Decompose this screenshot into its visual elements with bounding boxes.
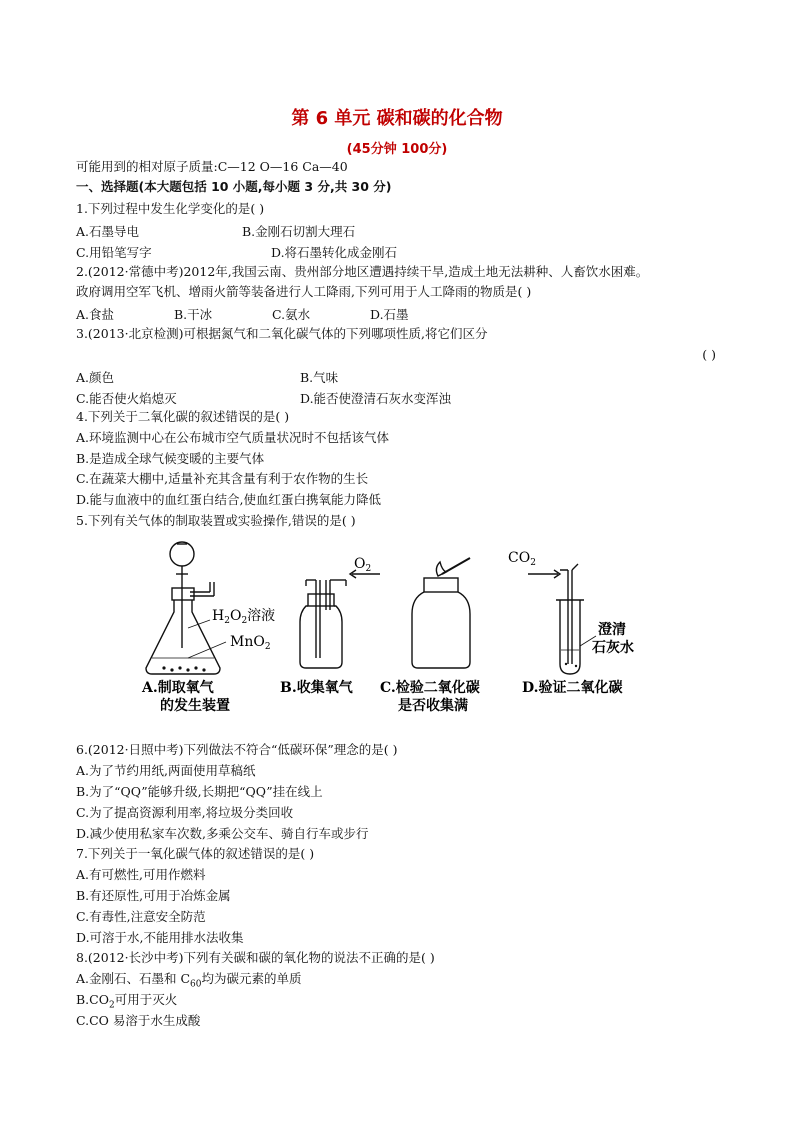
caption-b: B.收集氧气 bbox=[280, 680, 353, 696]
lab-apparatus-figure bbox=[130, 540, 670, 720]
q1-option-a: A.石墨导电 bbox=[76, 224, 140, 239]
question-5-stem: 5.下列有关气体的制取装置或实验操作,错误的是( ) bbox=[76, 513, 356, 528]
q2-option-c: C.氨水 bbox=[272, 307, 311, 322]
caption-c-line1: C.检验二氧化碳 bbox=[380, 680, 480, 696]
atomic-mass-note: 可能用到的相对原子质量:C—12 O—16 Ca—40 bbox=[76, 159, 348, 174]
q3-option-a: A.颜色 bbox=[76, 370, 115, 385]
q4-option-d: D.能与血液中的血红蛋白结合,使血红蛋白携氧能力降低 bbox=[76, 492, 382, 507]
question-8-stem: 8.(2012·长沙中考)下列有关碳和碳的氧化物的说法不正确的是( ) bbox=[76, 950, 435, 965]
limewater-label-line1: 澄清 bbox=[598, 622, 626, 638]
q7-option-c: C.有毒性,注意安全防范 bbox=[76, 909, 206, 924]
question-3-stem: 3.(2013·北京检测)可根据氮气和二氧化碳气体的下列哪项性质,将它们区分 bbox=[76, 326, 488, 341]
q8-option-a: A.金刚石、石墨和 $C_{60}$均为碳元素的单质 bbox=[76, 971, 302, 990]
q4-option-a: A.环境监测中心在公布城市空气质量状况时不包括该气体 bbox=[76, 430, 390, 445]
co2-label: $CO_2$ bbox=[508, 550, 536, 568]
q4-option-c: C.在蔬菜大棚中,适量补充其含量有利于农作物的生长 bbox=[76, 471, 369, 486]
q2-option-d: D.石墨 bbox=[370, 307, 409, 322]
limewater-label-line2: 石灰水 bbox=[592, 640, 634, 656]
q2-option-a: A.食盐 bbox=[76, 307, 115, 322]
question-2-stem-line1: 2.(2012·常德中考)2012年,我国云南、贵州部分地区遭遇持续干旱,造成土地无法耕种、人畜饮水困难。 bbox=[76, 264, 649, 279]
q8-option-c: C.CO 易溶于水生成酸 bbox=[76, 1013, 201, 1028]
q6-option-a: A.为了节约用纸,两面使用草稿纸 bbox=[76, 763, 256, 778]
q4-option-b: B.是造成全球气候变暖的主要气体 bbox=[76, 451, 265, 466]
q7-option-b: B.有还原性,可用于冶炼金属 bbox=[76, 888, 231, 903]
page-subtitle: (45分钟 100分) bbox=[346, 142, 448, 157]
q1-option-b: B.金刚石切割大理石 bbox=[242, 224, 356, 239]
question-2-stem-line2: 政府调用空军飞机、增雨火箭等装备进行人工降雨,下列可用于人工降雨的物质是( ) bbox=[76, 284, 532, 299]
q6-option-c: C.为了提高资源利用率,将垃圾分类回收 bbox=[76, 805, 294, 820]
page-title: 第 6 单元 碳和碳的化合物 bbox=[291, 108, 503, 129]
section-heading: 一、选择题(本大题包括 10 小题,每小题 3 分,共 30 分) bbox=[76, 179, 392, 194]
q3-option-c: C.能否使火焰熄灭 bbox=[76, 391, 177, 406]
caption-a-line2: 的发生装置 bbox=[160, 698, 230, 714]
o2-label: $O_2$ bbox=[354, 556, 372, 574]
caption-a-line1: A.制取氧气 bbox=[142, 680, 214, 696]
question-4-stem: 4.下列关于二氧化碳的叙述错误的是( ) bbox=[76, 409, 290, 424]
q8-option-b: $B.CO_2$可用于灭火 bbox=[76, 992, 178, 1011]
question-3-answer-paren: ( ) bbox=[702, 347, 716, 362]
q1-option-c: C.用铅笔写字 bbox=[76, 245, 152, 260]
q6-option-d: D.减少使用私家车次数,多乘公交车、骑自行车或步行 bbox=[76, 826, 369, 841]
q2-option-b: B.干冰 bbox=[174, 307, 213, 322]
q3-option-b: B.气味 bbox=[300, 370, 339, 385]
caption-c-line2: 是否收集满 bbox=[398, 698, 468, 714]
mno2-label: MnO$_2$ bbox=[230, 634, 271, 652]
question-7-stem: 7.下列关于一氧化碳气体的叙述错误的是( ) bbox=[76, 846, 315, 861]
q3-option-d: D.能否使澄清石灰水变浑浊 bbox=[300, 391, 452, 406]
caption-d: D.验证二氧化碳 bbox=[522, 680, 623, 696]
h2o2-label: $H_2O_2$溶液 bbox=[212, 608, 276, 626]
q7-option-a: A.有可燃性,可用作燃料 bbox=[76, 867, 206, 882]
q6-option-b: B.为了“QQ”能够升级,长期把“QQ”挂在线上 bbox=[76, 784, 323, 799]
q1-option-d: D.将石墨转化成金刚石 bbox=[271, 245, 398, 260]
question-1-stem: 1.下列过程中发生化学变化的是( ) bbox=[76, 201, 265, 216]
question-6-stem: 6.(2012·日照中考)下列做法不符合“低碳环保”理念的是( ) bbox=[76, 742, 398, 757]
q7-option-d: D.可溶于水,不能用排水法收集 bbox=[76, 930, 244, 945]
